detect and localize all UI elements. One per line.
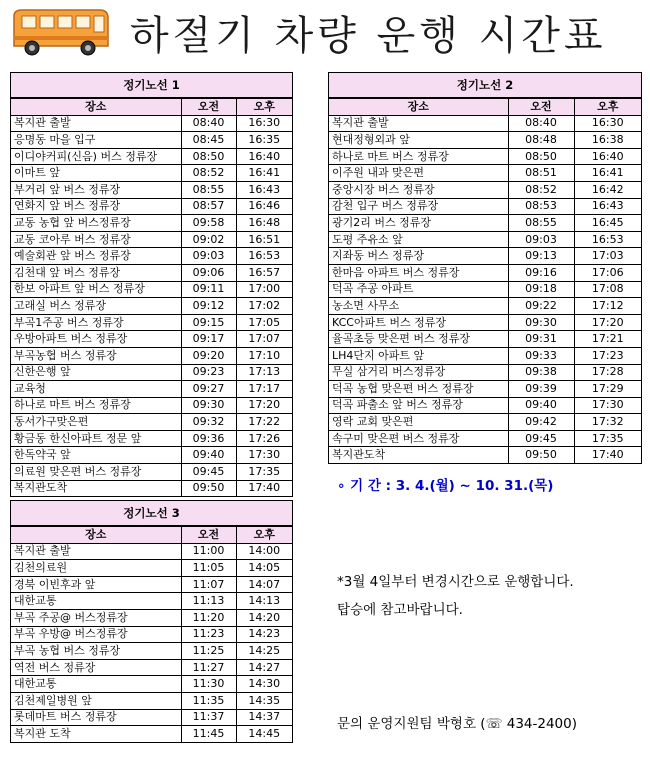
page-title: 하절기 차량 운행 시간표 <box>130 13 607 59</box>
col-place: 장소 <box>11 99 181 116</box>
arrival-time: 16:41 <box>236 165 292 182</box>
departure-time: 08:40 <box>508 115 574 132</box>
col-am: 오전 <box>508 99 574 116</box>
arrival-time: 14:00 <box>236 543 292 560</box>
stop-name: 롯데마트 버스 정류장 <box>11 709 181 726</box>
departure-time: 09:40 <box>181 447 236 464</box>
arrival-time: 16:38 <box>574 132 641 149</box>
stop-name: 부곡1주공 버스 정류장 <box>11 314 181 331</box>
stop-name: 부곡 우방@ 버스정류장 <box>11 626 181 643</box>
table-row <box>329 447 641 463</box>
col-am: 오전 <box>181 527 236 544</box>
col-pm: 오후 <box>236 99 292 116</box>
departure-time: 09:32 <box>181 414 236 431</box>
table-row <box>11 215 292 232</box>
departure-time: 08:40 <box>181 115 236 132</box>
arrival-time: 17:02 <box>236 298 292 315</box>
table-row <box>329 331 641 348</box>
table-row <box>329 397 641 414</box>
departure-time: 08:52 <box>508 181 574 198</box>
stop-name: 김천대 앞 버스 정류장 <box>11 264 181 281</box>
route-table-1 <box>10 72 293 497</box>
contact-info <box>337 712 577 732</box>
table-row <box>11 560 292 577</box>
departure-time: 09:58 <box>181 215 236 232</box>
departure-time: 09:11 <box>181 281 236 298</box>
stop-name: 복지관 출발 <box>11 543 181 560</box>
table-row <box>329 248 641 265</box>
table-row <box>11 609 292 626</box>
stop-name: 도평 주유소 앞 <box>329 231 508 248</box>
table-row <box>11 709 292 726</box>
departure-time: 11:13 <box>181 593 236 610</box>
table-row <box>329 215 641 232</box>
arrival-time: 16:30 <box>236 115 292 132</box>
arrival-time: 14:25 <box>236 643 292 660</box>
stop-name: 율곡초등 맞은편 버스 정류장 <box>329 331 508 348</box>
operation-period: ∘ 기 간 : 3. 4.(월) ~ 10. 31.(목) <box>337 478 554 494</box>
arrival-time: 14:05 <box>236 560 292 577</box>
departure-time: 08:45 <box>181 132 236 149</box>
route-2-name: 정기노선 2 <box>329 73 641 98</box>
departure-time: 08:53 <box>508 198 574 215</box>
arrival-time: 14:23 <box>236 626 292 643</box>
arrival-time: 16:40 <box>236 148 292 165</box>
table-row <box>329 115 641 132</box>
arrival-time: 14:13 <box>236 593 292 610</box>
arrival-time: 16:41 <box>574 165 641 182</box>
departure-time: 08:50 <box>508 148 574 165</box>
arrival-time: 17:12 <box>574 298 641 315</box>
stop-name: 예술회관 앞 버스 정류장 <box>11 248 181 265</box>
arrival-time: 17:21 <box>574 331 641 348</box>
departure-time: 11:35 <box>181 692 236 709</box>
departure-time: 09:45 <box>508 430 574 447</box>
arrival-time: 17:28 <box>574 364 641 381</box>
table-row <box>329 148 641 165</box>
table-row <box>11 364 292 381</box>
table-row <box>11 298 292 315</box>
table-row <box>11 181 292 198</box>
table-row <box>11 676 292 693</box>
departure-time: 11:30 <box>181 676 236 693</box>
arrival-time: 16:53 <box>236 248 292 265</box>
arrival-time: 17:40 <box>574 447 641 463</box>
stop-name: 우방아파트 버스 정류장 <box>11 331 181 348</box>
stop-name: 한독약국 앞 <box>11 447 181 464</box>
departure-time: 09:20 <box>181 347 236 364</box>
stop-name: 농소면 사무소 <box>329 298 508 315</box>
arrival-time: 17:06 <box>574 264 641 281</box>
stop-name: 이디야커피(신음) 버스 정류장 <box>11 148 181 165</box>
stop-name: 고래실 버스 정류장 <box>11 298 181 315</box>
table-row <box>11 430 292 447</box>
departure-time: 09:12 <box>181 298 236 315</box>
stop-name: 복지관도착 <box>11 480 181 496</box>
departure-time: 09:03 <box>181 248 236 265</box>
departure-time: 09:42 <box>508 414 574 431</box>
table-row <box>329 364 641 381</box>
stop-name: 역전 버스 정류장 <box>11 659 181 676</box>
departure-time: 11:20 <box>181 609 236 626</box>
table-row <box>329 165 641 182</box>
stop-name: 덕곡 농협 맞은편 버스 정류장 <box>329 381 508 398</box>
departure-time: 09:22 <box>508 298 574 315</box>
table-row <box>11 726 292 742</box>
departure-time: 08:48 <box>508 132 574 149</box>
stop-name: 복지관 출발 <box>329 115 508 132</box>
table-row <box>11 148 292 165</box>
notice-line-2: 탑승에 참고바랍니다. <box>337 602 463 618</box>
stop-name: 연화지 앞 버스 정류장 <box>11 198 181 215</box>
stop-name: 부곡 주공@ 버스정류장 <box>11 609 181 626</box>
departure-time: 08:50 <box>181 148 236 165</box>
stop-name: 한보 아파트 앞 버스 정류장 <box>11 281 181 298</box>
arrival-time: 16:45 <box>574 215 641 232</box>
bus-icon <box>8 6 112 58</box>
arrival-time: 17:35 <box>236 464 292 481</box>
arrival-time: 16:43 <box>574 198 641 215</box>
arrival-time: 17:10 <box>236 347 292 364</box>
contact-prefix: 문의 운영지원팀 박형호 ( <box>337 716 486 732</box>
contact-number: 434-2400) <box>502 716 578 732</box>
stop-name: 김천의료원 <box>11 560 181 577</box>
col-place: 장소 <box>329 99 508 116</box>
stop-name: 경북 이빈후과 앞 <box>11 576 181 593</box>
departure-time: 08:55 <box>508 215 574 232</box>
table-row <box>11 165 292 182</box>
departure-time: 11:25 <box>181 643 236 660</box>
stop-name: 영락 교회 맞은편 <box>329 414 508 431</box>
departure-time: 09:31 <box>508 331 574 348</box>
stop-name: 덕곡 파출소 앞 버스 정류장 <box>329 397 508 414</box>
stop-name: 이주원 내과 맞은편 <box>329 165 508 182</box>
arrival-time: 14:27 <box>236 659 292 676</box>
arrival-time: 17:40 <box>236 480 292 496</box>
stop-name: 복지관도착 <box>329 447 508 463</box>
phone-icon: ☏ <box>485 716 503 732</box>
departure-time: 09:15 <box>181 314 236 331</box>
stop-name: 황금동 한신아파트 정문 앞 <box>11 430 181 447</box>
arrival-time: 17:22 <box>236 414 292 431</box>
departure-time: 08:55 <box>181 181 236 198</box>
departure-time: 09:17 <box>181 331 236 348</box>
stop-name: 이마트 앞 <box>11 165 181 182</box>
arrival-time: 16:51 <box>236 231 292 248</box>
notice-line-1: *3월 4일부터 변경시간으로 운행합니다. <box>337 574 574 590</box>
table-row <box>11 248 292 265</box>
arrival-time: 17:20 <box>236 397 292 414</box>
departure-time: 08:51 <box>508 165 574 182</box>
table-row <box>11 347 292 364</box>
table-row <box>11 314 292 331</box>
table-row <box>11 331 292 348</box>
arrival-time: 17:30 <box>574 397 641 414</box>
stop-name: 속구미 맞은편 버스 정류장 <box>329 430 508 447</box>
route-table-3 <box>10 500 293 743</box>
arrival-time: 17:26 <box>236 430 292 447</box>
arrival-time: 17:29 <box>574 381 641 398</box>
table-row <box>11 198 292 215</box>
departure-time: 08:52 <box>181 165 236 182</box>
table-row <box>11 231 292 248</box>
arrival-time: 16:53 <box>574 231 641 248</box>
departure-time: 09:06 <box>181 264 236 281</box>
table-row <box>11 626 292 643</box>
table-row <box>329 347 641 364</box>
stop-name: LH4단지 아파트 앞 <box>329 347 508 364</box>
table-row <box>329 314 641 331</box>
arrival-time: 14:37 <box>236 709 292 726</box>
stop-name: 중앙시장 버스 정류장 <box>329 181 508 198</box>
arrival-time: 14:45 <box>236 726 292 742</box>
stop-name: 현대정형외과 앞 <box>329 132 508 149</box>
arrival-time: 17:23 <box>574 347 641 364</box>
departure-time: 09:30 <box>181 397 236 414</box>
table-row <box>329 231 641 248</box>
stop-name: 부곡농협 버스 정류장 <box>11 347 181 364</box>
table-row <box>11 659 292 676</box>
departure-time: 09:27 <box>181 381 236 398</box>
arrival-time: 16:46 <box>236 198 292 215</box>
table-row <box>11 692 292 709</box>
table-row <box>11 593 292 610</box>
departure-time: 11:00 <box>181 543 236 560</box>
table-row <box>11 132 292 149</box>
stop-name: 신한은행 앞 <box>11 364 181 381</box>
arrival-time: 17:20 <box>574 314 641 331</box>
table-row <box>11 281 292 298</box>
arrival-time: 16:48 <box>236 215 292 232</box>
table-row <box>11 264 292 281</box>
table-row <box>329 298 641 315</box>
table-row <box>329 264 641 281</box>
arrival-time: 16:42 <box>574 181 641 198</box>
departure-time: 09:16 <box>508 264 574 281</box>
stop-name: 덕곡 주공 아파트 <box>329 281 508 298</box>
table-row <box>11 480 292 496</box>
departure-time: 09:50 <box>181 480 236 496</box>
departure-time: 11:37 <box>181 709 236 726</box>
stop-name: 부거리 앞 버스 정류장 <box>11 181 181 198</box>
stop-name: 하나로 마트 버스 정류장 <box>329 148 508 165</box>
table-row <box>329 381 641 398</box>
arrival-time: 16:30 <box>574 115 641 132</box>
stop-name: 대한교통 <box>11 593 181 610</box>
departure-time: 09:33 <box>508 347 574 364</box>
departure-time: 09:30 <box>508 314 574 331</box>
route-3-name: 정기노선 3 <box>11 501 292 526</box>
departure-time: 11:45 <box>181 726 236 742</box>
departure-time: 09:50 <box>508 447 574 463</box>
arrival-time: 17:35 <box>574 430 641 447</box>
table-row <box>329 198 641 215</box>
stop-name: 하나로 마트 버스 정류장 <box>11 397 181 414</box>
stop-name: 광기2리 버스 정류장 <box>329 215 508 232</box>
arrival-time: 17:05 <box>236 314 292 331</box>
table-row <box>11 397 292 414</box>
departure-time: 09:23 <box>181 364 236 381</box>
table-row <box>11 543 292 560</box>
departure-time: 11:07 <box>181 576 236 593</box>
stop-name: 한마음 아파트 버스 정류장 <box>329 264 508 281</box>
route-table-2 <box>328 72 642 464</box>
arrival-time: 14:30 <box>236 676 292 693</box>
col-pm: 오후 <box>236 527 292 544</box>
stop-name: 교동 농협 앞 버스정류장 <box>11 215 181 232</box>
departure-time: 09:36 <box>181 430 236 447</box>
departure-time: 09:45 <box>181 464 236 481</box>
arrival-time: 17:00 <box>236 281 292 298</box>
stop-name: 김천제일병원 앞 <box>11 692 181 709</box>
stop-name: 지좌동 버스 정류장 <box>329 248 508 265</box>
col-place: 장소 <box>11 527 181 544</box>
route-1-name: 정기노선 1 <box>11 73 292 98</box>
table-row <box>329 181 641 198</box>
departure-time: 11:23 <box>181 626 236 643</box>
stop-name: 무실 삼거리 버스정류장 <box>329 364 508 381</box>
arrival-time: 16:43 <box>236 181 292 198</box>
table-row <box>329 414 641 431</box>
departure-time: 09:39 <box>508 381 574 398</box>
stop-name: 대한교통 <box>11 676 181 693</box>
arrival-time: 17:07 <box>236 331 292 348</box>
col-pm: 오후 <box>574 99 641 116</box>
table-row <box>329 281 641 298</box>
stop-name: 의료원 맞은편 버스 정류장 <box>11 464 181 481</box>
table-row <box>11 576 292 593</box>
arrival-time: 17:13 <box>236 364 292 381</box>
stop-name: 복지관 도착 <box>11 726 181 742</box>
arrival-time: 17:32 <box>574 414 641 431</box>
table-row <box>11 381 292 398</box>
arrival-time: 17:03 <box>574 248 641 265</box>
table-row <box>11 447 292 464</box>
table-row <box>11 414 292 431</box>
arrival-time: 14:20 <box>236 609 292 626</box>
departure-time: 09:03 <box>508 231 574 248</box>
arrival-time: 16:40 <box>574 148 641 165</box>
arrival-time: 16:57 <box>236 264 292 281</box>
departure-time: 08:57 <box>181 198 236 215</box>
stop-name: 부곡 농협 버스 정류장 <box>11 643 181 660</box>
arrival-time: 16:35 <box>236 132 292 149</box>
stop-name: 동서가구맞은편 <box>11 414 181 431</box>
table-row <box>11 464 292 481</box>
stop-name: 교육청 <box>11 381 181 398</box>
departure-time: 09:13 <box>508 248 574 265</box>
col-am: 오전 <box>181 99 236 116</box>
table-row <box>11 115 292 132</box>
stop-name: 감천 입구 버스 정류장 <box>329 198 508 215</box>
stop-name: 복지관 출발 <box>11 115 181 132</box>
table-row <box>11 643 292 660</box>
stop-name: 응명동 마을 입구 <box>11 132 181 149</box>
arrival-time: 14:35 <box>236 692 292 709</box>
table-row <box>329 132 641 149</box>
arrival-time: 14:07 <box>236 576 292 593</box>
table-row <box>329 430 641 447</box>
departure-time: 09:38 <box>508 364 574 381</box>
arrival-time: 17:17 <box>236 381 292 398</box>
stop-name: 교동 코아루 버스 정류장 <box>11 231 181 248</box>
stop-name: KCC아파트 버스 정류장 <box>329 314 508 331</box>
departure-time: 09:02 <box>181 231 236 248</box>
departure-time: 11:05 <box>181 560 236 577</box>
arrival-time: 17:08 <box>574 281 641 298</box>
departure-time: 09:40 <box>508 397 574 414</box>
departure-time: 09:18 <box>508 281 574 298</box>
arrival-time: 17:30 <box>236 447 292 464</box>
departure-time: 11:27 <box>181 659 236 676</box>
